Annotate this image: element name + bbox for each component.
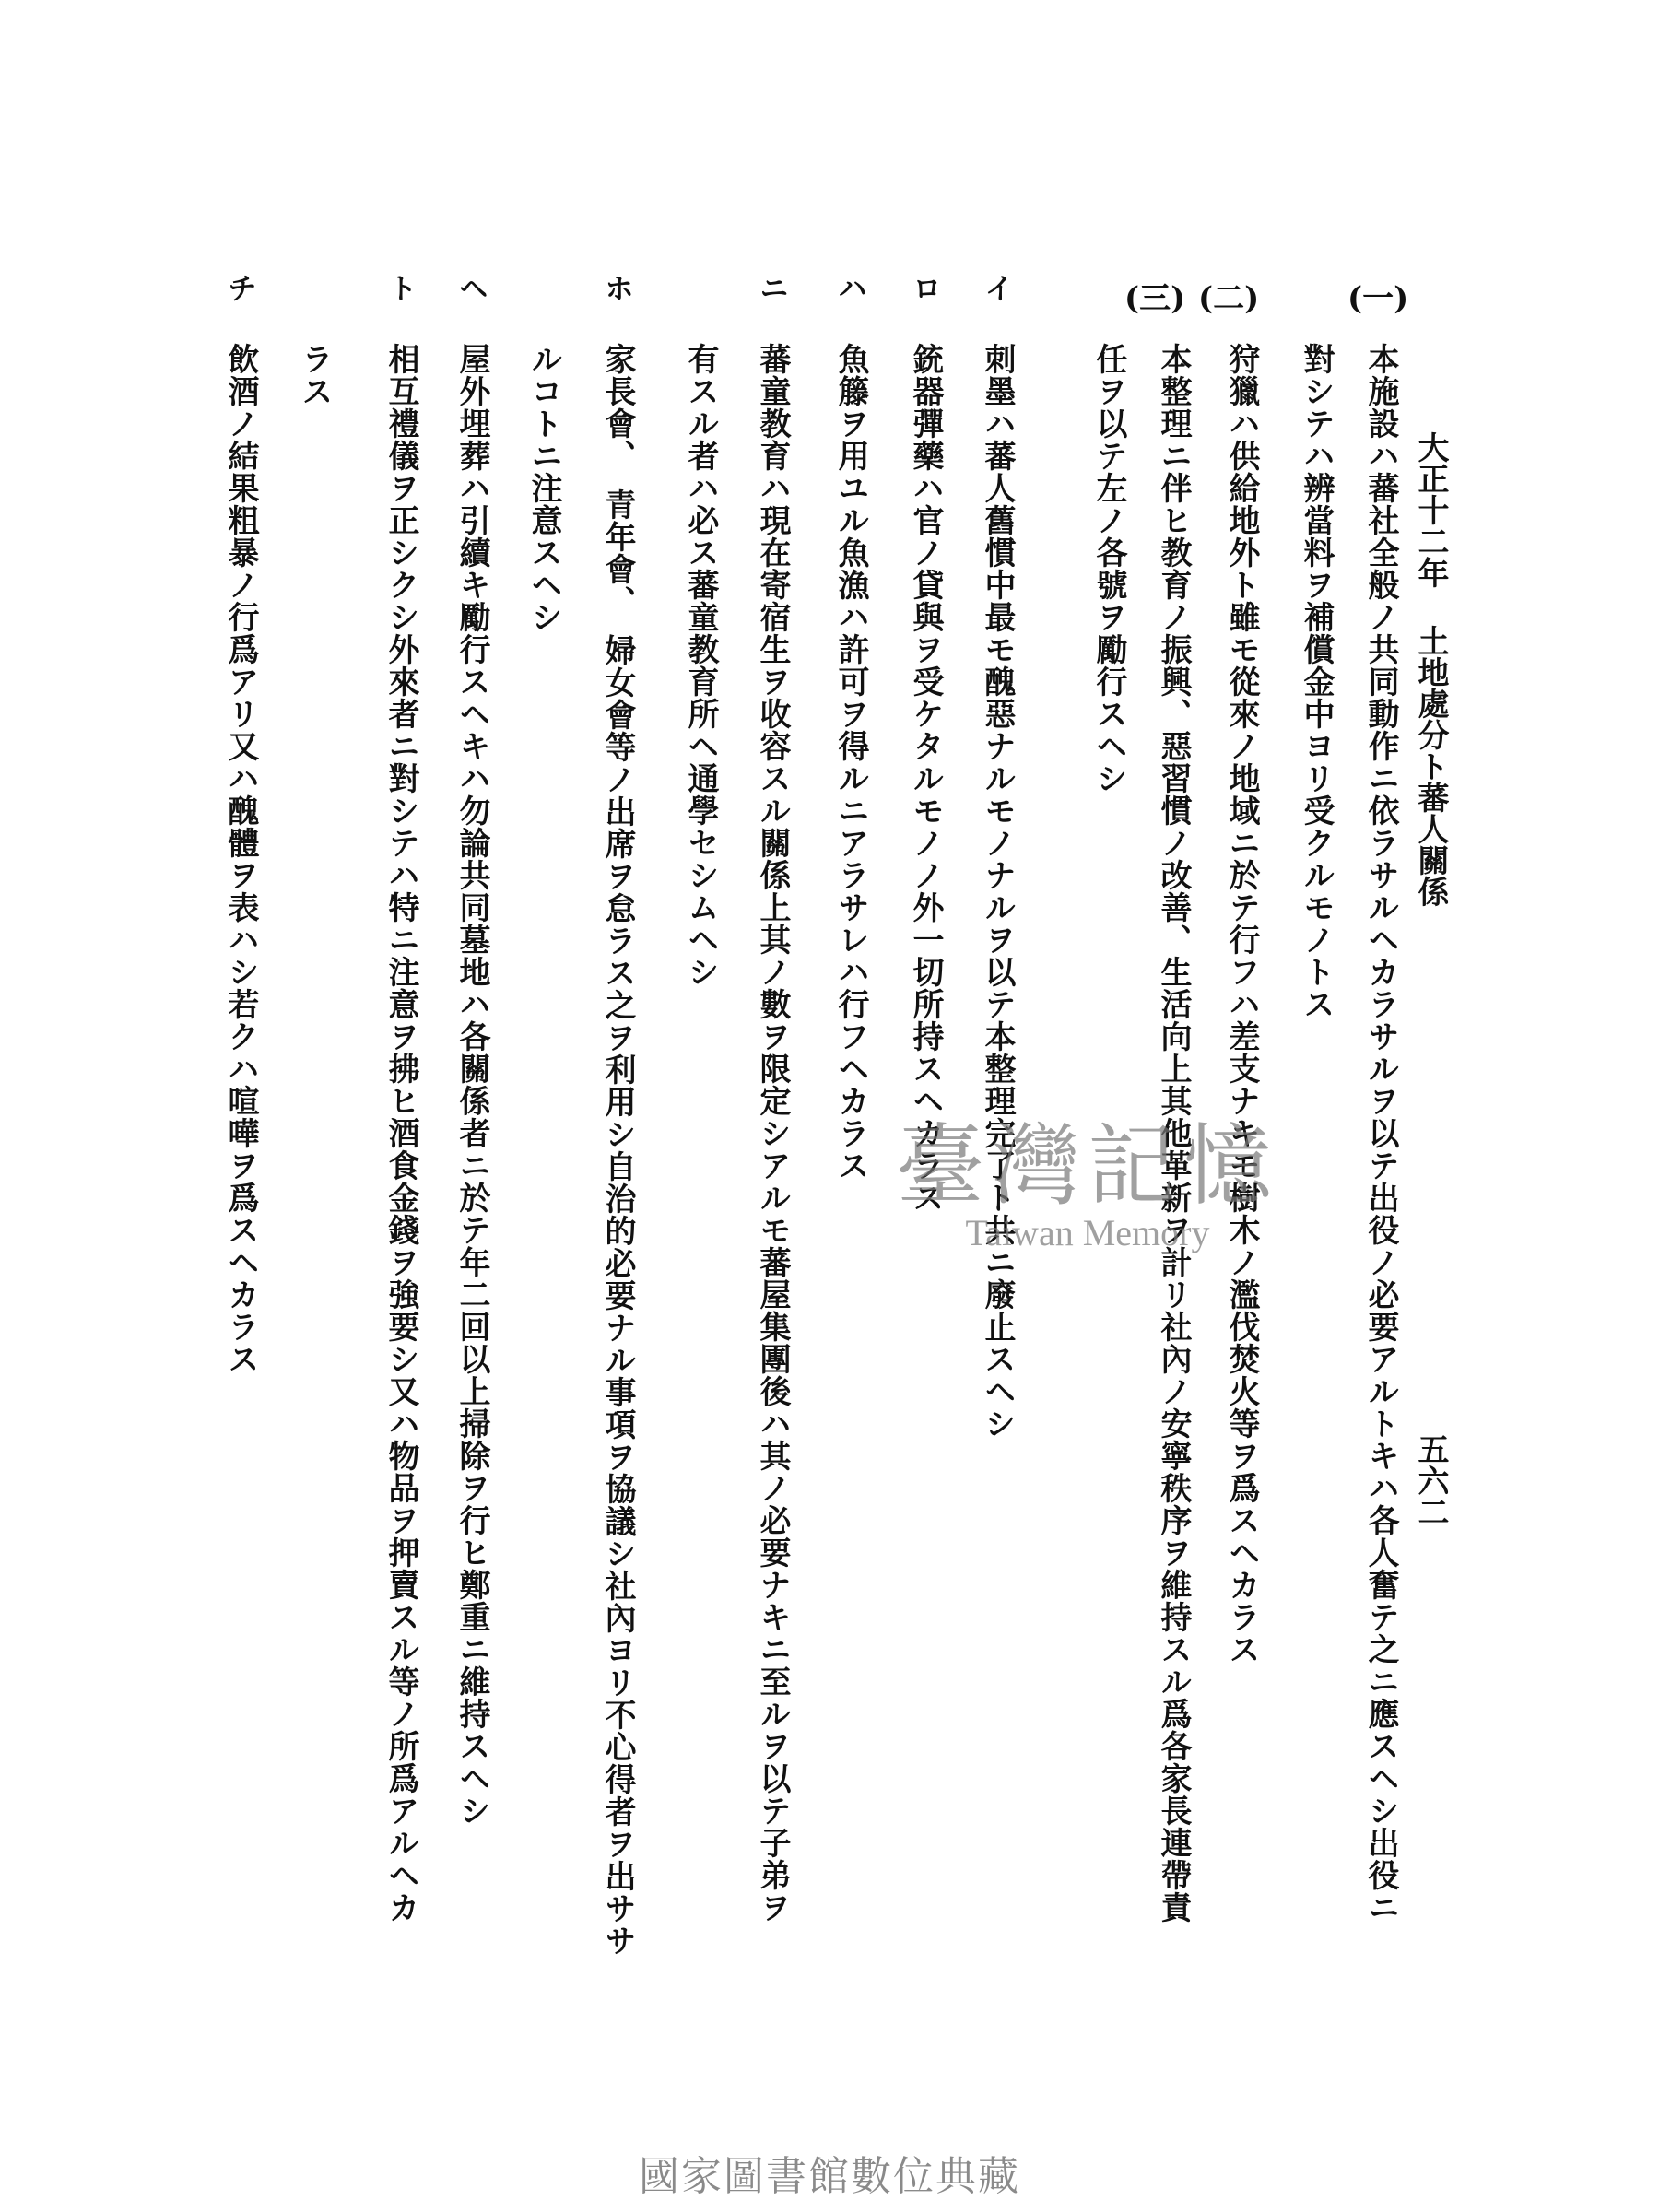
watermark-title: 臺灣記憶 [896,1114,1279,1218]
watermark-subtitle: Taiwan Memory [965,1212,1210,1253]
item-ho-marker: ホ [600,273,635,302]
item-ho-line-1: 家長會、 青年會、 婦女會等ノ出席ヲ怠ラス之ヲ利用シ自治的必要ナル事項ヲ協議シ社內ヨリ不心得者ヲ出ササ [599,343,636,1957]
item-to-line-1: 相互禮儀ヲ正シクシ外來者ニ對シテハ特ニ注意ヲ拂ヒ酒食金錢ヲ強要シ又ハ物品ヲ押賣スル等ノ所爲アルヘカ [382,343,419,1924]
section-2-line-1: 狩獵ハ供給地外ト雖モ從來ノ地域ニ於テ行フハ差支ナキモ樹木ノ濫伐焚火等ヲ爲スヘカラス [1223,343,1260,1665]
section-2-marker: (二) [1198,280,1260,317]
item-ha-line-1: 魚籐ヲ用ユル魚漁ハ許可ヲ得ルニアラサレハ行フヘカラス [832,343,869,1182]
item-to-line-2: ラス [296,343,333,407]
item-ro-marker: ロ [908,273,943,302]
item-he-line-1: 屋外埋葬ハ引續キ勵行スヘキハ勿論共同墓地ハ各關係者ニ於テ年二回以上掃除ヲ行ヒ鄭重ニ維持スヘシ [453,343,490,1827]
item-chi-marker: チ [223,273,258,302]
section-1-line-2: 對シテハ辨當料ヲ補償金中ヨリ受クルモノトス [1298,343,1335,1020]
item-ni-line-1: 蕃童教育ハ現在寄宿生ヲ收容スル關係上其ノ數ヲ限定シアルモ蕃屋集團後ハ其ノ必要ナキニ至ルヲ以テ子弟ヲ [754,343,791,1924]
item-ni-marker: ニ [755,273,790,302]
running-header [1410,431,1451,907]
section-1-line-1: 本施設ハ蕃社全般ノ共同動作ニ依ラサルヘカラサルヲ以テ出役ノ必要アルトキハ各人奮テ之ニ應スヘシ出役ニ [1362,343,1399,1924]
section-3-line-2: 任ヲ以テ左ノ各號ヲ勵行スヘシ [1090,343,1127,794]
item-ni-line-2: 有スル者ハ必ス蕃童教育所ヘ通學セシムヘシ [682,343,719,988]
section-3-line-1: 本整理ニ伴ヒ教育ノ振興、惡習慣ノ改善、生活向上其他革新ヲ計リ社內ノ安寧秩序ヲ維持スル爲各家長連帶責 [1155,343,1192,1924]
header-year: 大正十二年 [1412,431,1449,588]
item-he-marker: ヘ [454,273,489,302]
item-chi-line-1: 飲酒ノ結果粗暴ノ行爲アリ又ハ醜體ヲ表ハシ若クハ喧嘩ヲ爲スヘカラス [222,343,259,1375]
section-3-marker: (三) [1124,280,1186,317]
page-number: 五六二 [1412,1433,1449,1527]
section-1-marker: (一) [1347,280,1409,317]
library-collection-footer: 國家圖書館數位典藏 [639,2153,1020,2200]
item-i-line-1: 刺墨ハ蕃人舊慣中最モ醜惡ナルモノナルヲ以テ本整理完了ト共ニ廢止スヘシ [979,343,1016,1440]
item-to-marker: ト [383,273,418,302]
item-ho-line-2: ルコトニ注意スヘシ [525,343,562,633]
header-title: 土地處分ト蕃人關係 [1412,625,1449,907]
item-ro-line-1: 銃器彈藥ハ官ノ貸與ヲ受ケタルモノノ外一切所持スヘカラス [907,343,944,1214]
item-ha-marker: ハ [833,273,868,302]
item-i-marker: イ [980,273,1015,302]
